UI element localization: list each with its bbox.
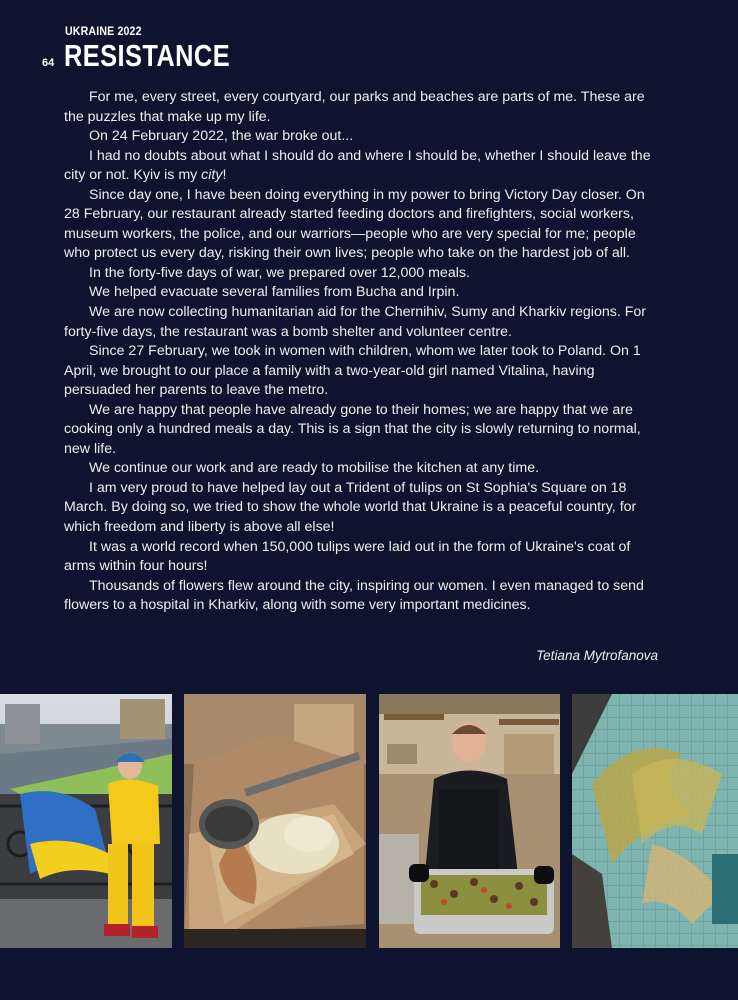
paragraph: We continue our work and are ready to mobilise the kitchen at any time.: [89, 460, 540, 477]
paragraph-text: I had no doubts about what I should do and where I should be, whether I should leave the city or not. Kyiv is my: [64, 147, 651, 184]
paragraph: On 24 February 2022, the war broke out...: [89, 128, 354, 145]
paragraph: I am very proud to have helped lay out a Trident of tulips on St Sophia's Square on 18 March. By doing so, we tried to show the whole world that Ukraine is a peaceful country, for which freedom and liberty is above all else!: [64, 479, 637, 536]
paragraph-tail: !: [222, 167, 227, 184]
paragraph: Since 27 February, we took in women with children, whom we later took to Poland. On 1 April, we brought to our place a family with a two-year-old girl named Vitalina, having persuaded her parents to leave the metro.: [64, 343, 641, 399]
emphasis-city: city: [201, 167, 223, 184]
paragraph: Thousands of flowers flew around the city, inspiring our women. I even managed to send flowers to a hospital in Kharkiv, along with some very important medicines.: [64, 577, 644, 614]
author-signature: Tetiana Mytrofanova: [536, 648, 658, 663]
paragraph: We are now collecting humanitarian aid for the Chernihiv, Sumy and Kharkiv regions. For forty-five days, the restaurant was a bomb shelter and volunteer centre.: [64, 304, 646, 340]
paragraph: Since day one, I have been doing everything in my power to bring Victory Day closer. On 28 February, our restaurant already started feeding doctors and firefighters, social workers, museum workers, the police, and our warriors—people who are very special for me; people who protect us every day, risking their own lives; people who take on the hardest job of all.: [64, 186, 645, 262]
paragraph: For me, every street, every courtyard, our parks and beaches are parts of me. These are the puzzles that make up my life.: [64, 89, 645, 125]
article-body: [64, 88, 660, 616]
paragraph: We helped evacuate several families from Bucha and Irpin.: [89, 284, 460, 301]
photo-chef-with-tray: [379, 694, 560, 948]
photo-woman-with-flag: [0, 694, 172, 948]
photo-ladle-serving: [184, 694, 366, 948]
page-header: [0, 0, 738, 80]
paragraph: In the forty-five days of war, we prepared over 12,000 meals.: [89, 264, 470, 281]
page-number: 64: [42, 57, 55, 69]
photo-tulip-trident: [572, 694, 738, 948]
paragraph: It was a world record when 150,000 tulips were laid out in the form of Ukraine's coat of arms within four hours!: [64, 538, 631, 575]
paragraph: We are happy that people have already gone to their homes; we are happy that we are cooking only a hundred meals a day. This is a sign that the city is slowly returning to normal, new life.: [64, 401, 641, 457]
section-kicker: UKRAINE 2022: [65, 24, 142, 38]
paragraph: [64, 147, 660, 186]
photo-strip: [0, 694, 738, 948]
page-title: RESISTANCE: [64, 38, 231, 73]
